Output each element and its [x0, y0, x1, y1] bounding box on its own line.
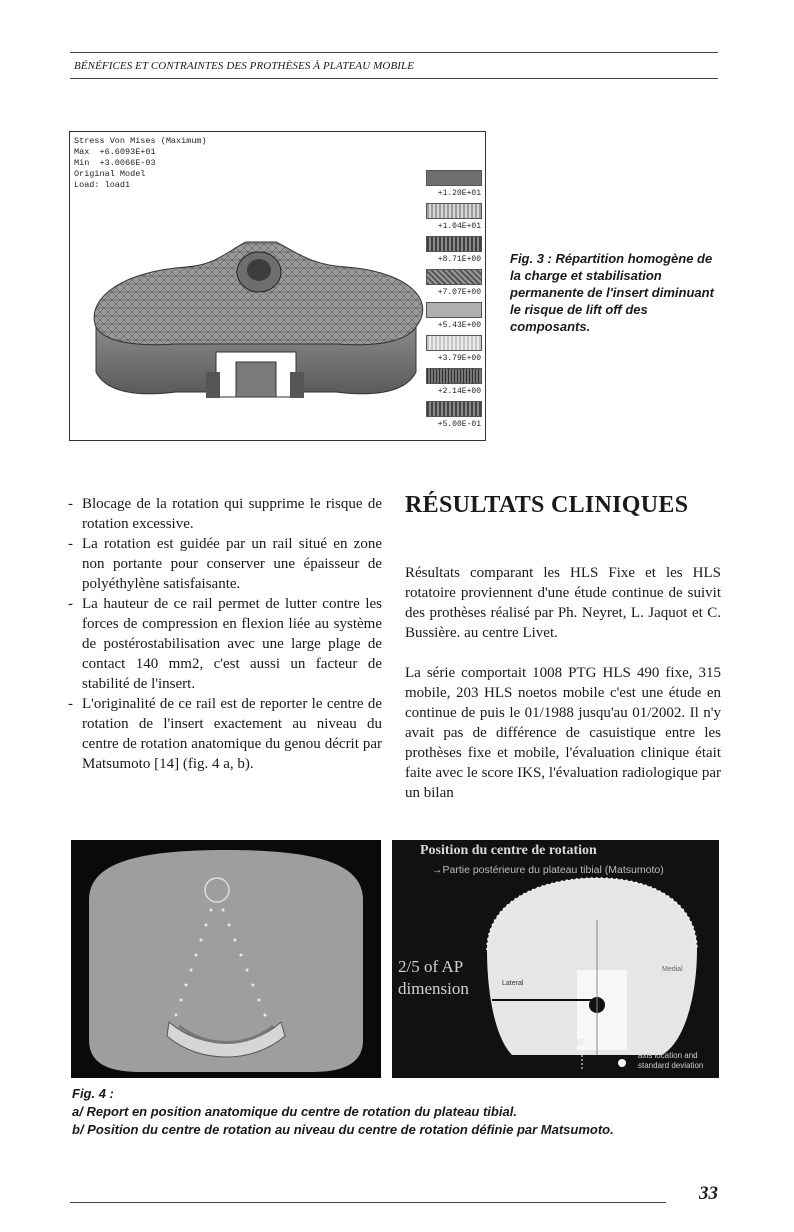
fig4b-title: Position du centre de rotation: [420, 843, 597, 858]
legend-value: +5.43E+00: [437, 321, 481, 330]
legend-value: +8.71E+00: [437, 255, 481, 264]
legend-item: [426, 368, 484, 401]
legend-item: [426, 269, 484, 302]
legend-swatch: [426, 269, 482, 285]
stress-info-line: Load: load1: [74, 180, 131, 190]
figure-4-label: Fig. 4 :: [72, 1086, 114, 1101]
figure-3-stress-map: [69, 131, 486, 441]
legend-item: [426, 236, 484, 269]
bullet-item: - La hauteur de ce rail permet de lutter contre les forces de compression en flexion liée au système de postérostabilisation avec une large plage de contact 140 mm2, c'est aussi un facteur de stabilité de l'insert.: [68, 596, 382, 692]
figure-4-caption-b: b/ Position du centre de rotation au niveau du centre de rotation définie par Matsumoto.: [72, 1122, 614, 1137]
bullet-text: L'originalité de ce rail est de reporter le centre de rotation de l'insert exactement au niveau du centre de rotation anatomique du genou décrit par Matsumoto [14] (fig. 4 a, b).: [82, 696, 382, 772]
legend-item: [426, 302, 484, 335]
header-rule-bottom: [70, 78, 718, 79]
bullet-item: - L'originalité de ce rail est de reporter le centre de rotation de l'insert exactement au niveau du centre de rotation anatomique du genou décrit par Matsumoto [14] (fig. 4 a, b).: [68, 696, 382, 772]
legend-item: [426, 401, 484, 434]
fig4b-subtitle: →Partie postérieure du plateau tibial (Matsumoto): [432, 864, 664, 876]
medial-label: Medial: [662, 966, 683, 973]
legend-value: +3.79E+00: [437, 354, 481, 363]
stress-info-line: Stress Von Mises (Maximum): [74, 136, 207, 146]
paragraph: Résultats comparant les HLS Fixe et les HLS rotatoire proviennent d'une étude continue de suivit des prothèses réalisé par Ph. Neyret, L. Jaquot et C. Bussière. au centre Livet.: [405, 565, 721, 641]
insert-mesh-model: [76, 232, 431, 432]
bullet-text: La rotation est guidée par un rail situé en zone non portante pour conserver une épaisseur de polyéthylène satisfaisante.: [82, 536, 382, 592]
legend-swatch: [426, 170, 482, 186]
figure-4a-image: [71, 840, 381, 1078]
running-header: BÉNÉFICES ET CONTRAINTES DES PROTHÈSES À PLATEAU MOBILE: [74, 60, 415, 72]
legend-value: +2.14E+00: [437, 387, 481, 396]
axis-location-note: axis location and standard deviation: [638, 1051, 704, 1070]
legend-item: [426, 203, 484, 236]
section-title: RÉSULTATS CLINIQUES: [405, 492, 689, 518]
page-number: 33: [699, 1183, 718, 1204]
legend-value: +7.07E+00: [437, 288, 481, 297]
lateral-label: Lateral: [502, 980, 524, 987]
legend-value: +1.04E+01: [437, 222, 481, 231]
stress-info-line: Min +3.0066E-03: [74, 158, 156, 168]
bullet-text: Blocage de la rotation qui supprime le risque de rotation excessive.: [82, 496, 382, 532]
figure-4-caption: [72, 1085, 732, 1139]
legend-value: +5.00E-01: [437, 420, 481, 429]
bullet-item: - La rotation est guidée par un rail situé en zone non portante pour conserver une épaisseur de polyéthylène satisfaisante.: [68, 536, 382, 592]
footer-rule: [70, 1202, 666, 1203]
angle-label: 45: [576, 1038, 585, 1047]
legend-swatch: [426, 368, 482, 384]
figure-3-caption: Fig. 3 : Répartition homogène de la charge et stabilisation permanente de l'insert diminuant le risque de lift off des composants.: [510, 251, 714, 334]
bullet-text: La hauteur de ce rail permet de lutter contre les forces de compression en flexion liée au système de postérostabilisation avec une large plage de contact 140 mm2, c'est aussi un facteur de stabilité de l'insert.: [82, 596, 382, 692]
stress-info-block: [74, 136, 207, 191]
figure-4-caption-a: a/ Report en position anatomique du centre de rotation du plateau tibial.: [72, 1104, 517, 1119]
stress-info-line: Max +6.6093E+01: [74, 147, 156, 157]
legend-item: [426, 170, 484, 203]
legend-item: [426, 335, 484, 368]
legend-swatch: [426, 203, 482, 219]
fig4b-dimension-label: 2/5 of AP dimension: [398, 957, 469, 998]
tibial-plateau-diagram: [71, 840, 381, 1078]
bullet-item: - Blocage de la rotation qui supprime le risque de rotation excessive.: [68, 496, 382, 532]
figure-4b-image: [392, 840, 719, 1078]
paragraph: La série comportait 1008 PTG HLS 490 fixe, 315 mobile, 203 HLS noetos mobile c'est une étude en continue de puis le 01/1988 jusqu'au 01/2002. Il n'y avait pas de différence de casuistique entre les prothèses fixe et mobile, l'évaluation clinique était faite avec le score IKS, l'évaluation radiologique par un bilan: [405, 665, 721, 801]
legend-swatch: [426, 401, 482, 417]
legend-value: +1.20E+01: [437, 189, 481, 198]
left-column-bullets: [68, 494, 382, 774]
header-rule-top: [70, 52, 718, 53]
legend-swatch: [426, 302, 482, 318]
legend-swatch: [426, 335, 482, 351]
legend-swatch: [426, 236, 482, 252]
stress-legend: [426, 170, 484, 434]
stress-info-line: Original Model: [74, 169, 146, 179]
right-column-text: [405, 563, 721, 823]
